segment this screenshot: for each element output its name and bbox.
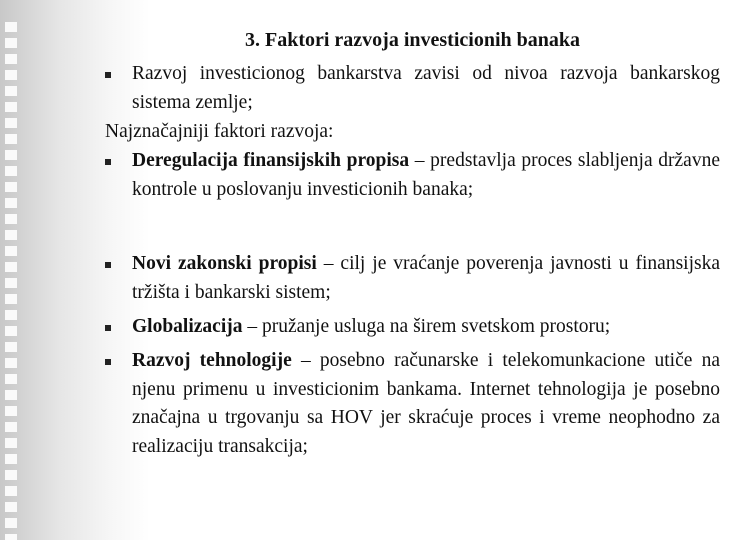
decorative-side-strip xyxy=(5,22,17,540)
factor-term: Novi zakonski propisi xyxy=(132,253,317,274)
square-bullet-icon xyxy=(105,262,111,268)
square-bullet-icon xyxy=(105,159,111,165)
factor-description: – cilj je vraćanje poverenja javnosti u finansijska tržišta i bankarski sistem; xyxy=(132,253,720,303)
square-bullet-icon xyxy=(105,72,111,78)
intro-bullet-text: Razvoj investicionog bankarstva zavisi od nivoa razvoja bankarskog sistema zemlje; xyxy=(132,63,720,113)
factor-text xyxy=(132,147,720,204)
square-bullet-icon xyxy=(105,359,111,365)
factor-text xyxy=(132,347,720,462)
factor-term: Globalizacija xyxy=(132,316,243,337)
factor-text xyxy=(132,250,720,307)
square-bullet-icon xyxy=(105,325,111,331)
factor-term: Razvoj tehnologije xyxy=(132,350,292,371)
factors-lead-text: Najznačajniji faktori razvoja: xyxy=(105,121,334,142)
factor-text xyxy=(132,313,720,342)
factor-description: – predstavlja proces slabljenja državne kontrole u poslovanju investicionih banaka; xyxy=(132,150,720,200)
factor-description: – posebno računarske i telekomunkacione utiče na njenu primenu u investicionim bankama. Internet tehnologija je posebno značajna u trgovanju sa HOV jer skraćuje proces i vreme neophodno za realizaciju transakcija; xyxy=(132,350,721,458)
factor-description: – pružanje usluga na širem svetskom prostoru; xyxy=(242,316,611,337)
slide-title: 3. Faktori razvoja investicionih banaka xyxy=(244,29,580,51)
factor-term: Deregulacija finansijskih propisa xyxy=(132,150,410,171)
